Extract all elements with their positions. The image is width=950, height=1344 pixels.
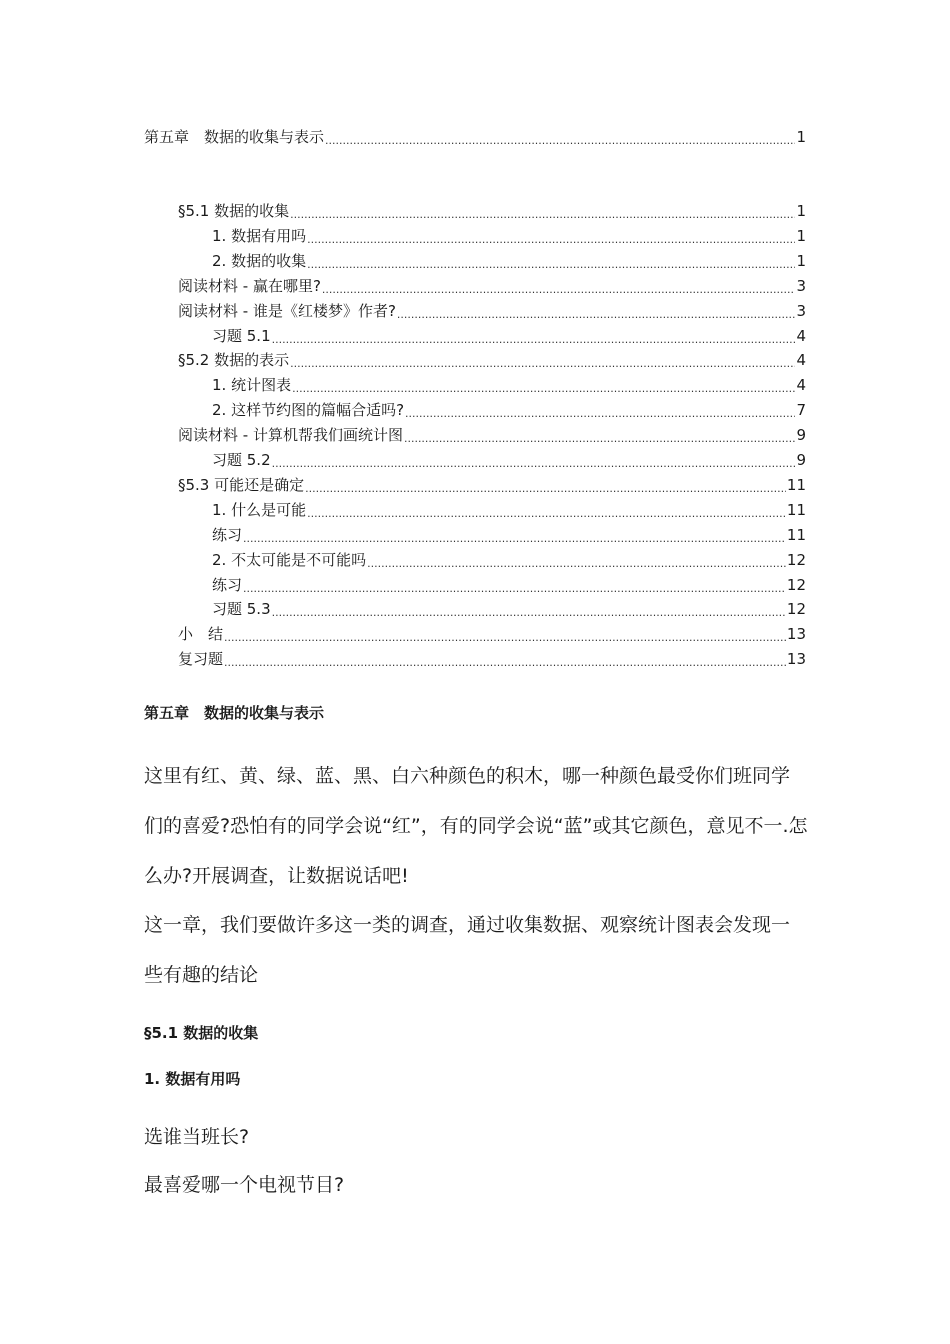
toc-entry-page: 4 [796, 376, 806, 395]
section-heading: §5.1 数据的收集 [144, 1024, 259, 1042]
toc-entry[interactable] [144, 325, 806, 347]
toc-entry-page: 4 [796, 326, 806, 345]
toc-entry[interactable] [144, 598, 806, 620]
toc-entry-title: 小 结 [178, 625, 224, 644]
toc-leader-dots [405, 399, 795, 421]
toc-chapter-entry[interactable] [144, 126, 806, 148]
toc-entry-title: 练习 [212, 525, 243, 544]
toc-entry-page: 12 [786, 600, 806, 619]
toc-entry-title: 2. 数据的收集 [212, 251, 307, 270]
toc-entry-page: 9 [796, 451, 806, 469]
toc-leader-dots [307, 499, 786, 521]
toc-entry-page: 3 [796, 276, 806, 295]
toc-entry-page: 1 [796, 202, 806, 220]
toc-entry-page: 4 [796, 351, 806, 370]
toc-entry[interactable] [144, 225, 806, 247]
chapter-heading: 第五章 数据的收集与表示 [144, 704, 325, 722]
toc-entry-title: §5.1 数据的收集 [178, 202, 290, 220]
toc-leader-dots [272, 598, 786, 620]
toc-leader-dots [307, 225, 795, 247]
toc-entry[interactable] [144, 449, 806, 471]
toc-leader-dots [243, 574, 786, 596]
toc-entry[interactable] [144, 275, 806, 297]
toc-entry-title: 1. 数据有用吗 [212, 226, 307, 245]
toc-leader-dots [272, 449, 796, 471]
toc-entry-page: 9 [796, 426, 806, 445]
toc-entry-page: 13 [786, 625, 806, 644]
toc-entry[interactable] [144, 424, 806, 446]
toc-entry-title: 复习题 [178, 650, 224, 669]
toc-entry[interactable] [144, 549, 806, 571]
toc-entry-title: 习题 5.3 [212, 600, 271, 619]
toc-entry[interactable] [144, 524, 806, 546]
toc-entry-title: §5.2 数据的表示 [178, 351, 290, 370]
toc-entry-page: 13 [786, 650, 806, 669]
toc-entry-page: 3 [796, 301, 806, 320]
toc-leader-dots [290, 200, 795, 222]
toc-entry-title: 阅读材料 - 计算机帮我们画统计图 [178, 426, 403, 445]
toc-leader-dots [272, 325, 796, 347]
toc-entry-page: 12 [786, 575, 806, 594]
toc-entry-page: 1 [796, 251, 806, 270]
toc-entry[interactable] [144, 250, 806, 272]
question-text: 选谁当班长? [144, 1126, 250, 1148]
toc-entry-page: 1 [796, 128, 806, 146]
toc-entry[interactable] [144, 399, 806, 421]
toc-leader-dots [367, 549, 786, 571]
intro-paragraph: 这里有红、黄、绿、蓝、黑、白六种颜色的积木，哪一种颜色最受你们班同学们的喜爱?恐怕有的同学会说“红”，有的同学会说“蓝”或其它颜色，意见不一.怎么办?开展调查，让数据说话吧! [144, 765, 808, 887]
toc-leader-dots [307, 250, 795, 272]
toc-entry-title: 习题 5.2 [212, 451, 271, 469]
toc-entry[interactable] [144, 623, 806, 645]
toc-leader-dots [305, 474, 786, 496]
toc-entry-title: 练习 [212, 575, 243, 594]
toc-entry-page: 11 [786, 525, 806, 544]
toc-entry[interactable] [144, 574, 806, 596]
toc-leader-dots [397, 300, 796, 322]
toc-entry[interactable] [144, 474, 806, 496]
toc-entry[interactable] [144, 349, 806, 371]
toc-entry[interactable] [144, 374, 806, 396]
toc-entry[interactable] [144, 499, 806, 521]
toc-leader-dots [224, 648, 786, 670]
toc-leader-dots [325, 126, 795, 148]
toc-entry-page: 11 [786, 475, 806, 494]
toc-entry-page: 12 [786, 550, 806, 569]
toc-leader-dots [224, 623, 786, 645]
toc-entry-title: 2. 不太可能是不可能吗 [212, 550, 367, 569]
subsection-heading: 1. 数据有用吗 [144, 1070, 241, 1088]
toc-entry-page: 7 [796, 401, 806, 420]
toc-entry[interactable] [144, 300, 806, 322]
toc-entry-title: 1. 统计图表 [212, 376, 292, 395]
toc-entry-title: §5.3 可能还是确定 [178, 475, 305, 494]
toc-entry[interactable] [144, 648, 806, 670]
question-text: 最喜爱哪一个电视节目? [144, 1174, 345, 1196]
toc-entry-title: 1. 什么是可能 [212, 500, 307, 519]
intro-paragraph: 这一章，我们要做许多这一类的调查，通过收集数据、观察统计图表会发现一些有趣的结论 [144, 914, 791, 986]
toc-entry[interactable] [144, 200, 806, 222]
toc-leader-dots [243, 524, 786, 546]
toc-entry-title: 阅读材料 - 谁是《红楼梦》作者? [178, 301, 396, 320]
toc-entry-title: 习题 5.1 [212, 326, 271, 345]
toc-leader-dots [322, 275, 796, 297]
toc-leader-dots [290, 349, 795, 371]
toc-entry-title: 第五章 数据的收集与表示 [144, 128, 325, 146]
toc-entry-title: 2. 这样节约图的篇幅合适吗? [212, 401, 405, 420]
toc-leader-dots [404, 424, 796, 446]
toc-entry-page: 1 [796, 226, 806, 245]
toc-entry-title: 阅读材料 - 赢在哪里? [178, 276, 321, 295]
toc-entry-page: 11 [786, 500, 806, 519]
toc-leader-dots [292, 374, 795, 396]
